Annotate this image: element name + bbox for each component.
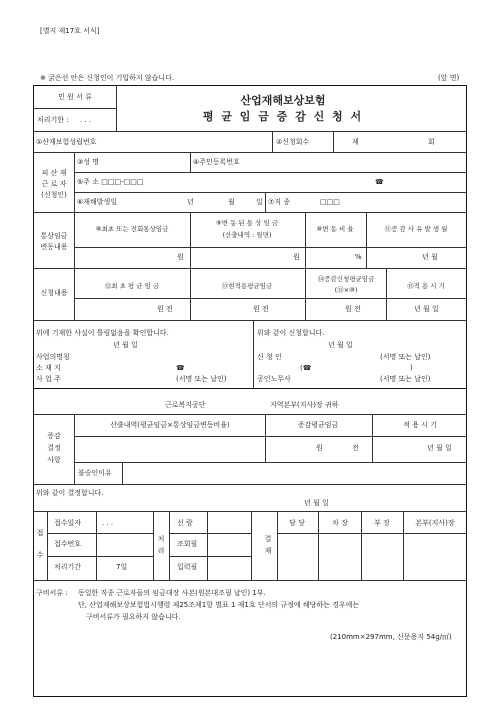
form-ref: [별지 제17호 서식] [40, 27, 100, 35]
accident-month: 월 [228, 198, 235, 206]
decided-text: 위와 같이 결정합니다. [36, 489, 104, 497]
owner-label: 사 업 주 [36, 375, 61, 383]
job-type-label: ⑦직 종 [268, 198, 291, 206]
accident-date-label: ⑥재해발생일 [77, 198, 118, 206]
col9-label-2: (산출내역 : 뒷면) [222, 231, 272, 239]
app-unit-ymd: 년 월 일 [414, 305, 439, 313]
sign-col-deputy: 차 장 [332, 519, 348, 527]
decision-unit-jeon: 전 [352, 444, 359, 452]
apply-count-je: 제 [352, 138, 359, 146]
page-side: (앞 면) [438, 74, 460, 82]
biz-name-label: 사업의명칭 [36, 353, 70, 361]
wage-unit-won2: 원 [293, 253, 300, 261]
title-line1: 산업재해보상보험 [240, 94, 326, 107]
col11-label: ⑪증 감 사 유 발 생 월 [384, 225, 448, 233]
worker-label-1: 피 산 재 [41, 169, 67, 177]
confirm-date: 년 월 일 [113, 341, 138, 349]
apply-text: 위와 같이 신청합니다. [257, 329, 325, 337]
col15-label: ⑮적 용 시 기 [407, 282, 445, 290]
owner-sign: (서명 또는 날인) [176, 375, 227, 383]
decision-label-1: 증감 [47, 432, 61, 440]
decided-date: 년 월 일 [304, 499, 329, 507]
receipt-col-a: 접 [36, 529, 44, 537]
agency-name: 근로복지공단 [165, 401, 206, 409]
docs-line2: 단, 산업재해보상보험법시행령 제25조제1항 별표 1 제1호 단서의 규정에 해당하는 경우에는 [78, 601, 360, 609]
applicant-sign: (서명 또는 날인) [380, 353, 431, 361]
agency-branch: 지역본부(지사)장 귀하 [270, 401, 339, 409]
app-unit-won3: 원 전 [345, 305, 361, 313]
approval-label-2: 재 [264, 547, 272, 555]
name-label: ③성 명 [77, 158, 100, 166]
wage-change-label-1: 통상임금 [40, 232, 68, 240]
app-unit-won1: 원 전 [157, 305, 173, 313]
sign-col-head: 본부(지사)장 [415, 519, 455, 527]
reject-reason-label: 불승인이유 [78, 469, 112, 477]
address-label: ⑤주 소 □□□-□□□ [77, 178, 144, 186]
docs-line1: 동일한 직종 근로자들의 임금대장 사본(원본대조필 날인) 1부. [78, 589, 266, 597]
attorney-sign: (서명 또는 날인) [380, 375, 431, 383]
decision-col-amount: 증감평균임금 [297, 421, 339, 429]
worker-label-3: (신청인) [41, 191, 67, 199]
applicant-label: 신 청 인 [257, 353, 282, 361]
entry-label: 입력필 [177, 563, 198, 571]
receipt-label: 민 원 서 류 [58, 93, 92, 101]
rrn-label: ④주민등록번호 [193, 158, 240, 166]
decision-col-calc: 산출내역(평균임금×통상임금변동비율) [110, 421, 230, 429]
apply-count-hoe: 회 [428, 138, 435, 146]
wage-unit-ym: 년 월 [422, 253, 438, 261]
apply-date: 년 월 일 [328, 341, 353, 349]
deadline-label: 처리기한 : [37, 116, 69, 124]
accident-year: 년 [187, 198, 194, 206]
deadline-dots: . . . [80, 116, 92, 124]
col13-label: ⑬현적용평균임금 [221, 282, 273, 290]
page-title: 평 균 임 금 증 감 신 청 서 [202, 110, 364, 123]
paper-size: (210mm×297mm, 신문용지 54g/㎡) [330, 633, 452, 641]
proc-label-2: 리 [157, 547, 165, 555]
applicant-phone-open: (☎ [300, 364, 312, 372]
col8-label: ⑧최초 또는 전회통상임금 [95, 225, 169, 233]
worker-label-2: 근 로 자 [41, 180, 67, 188]
header-note: ※ 굵은선 안은 신청인이 기입하지 않습니다. [40, 74, 175, 82]
wage-change-label-2: 변동내용 [40, 243, 68, 251]
wage-unit-won1: 원 [177, 253, 184, 261]
attorney-label: 공인노무사 [257, 375, 291, 383]
receipt-no-label: 접수번호 [54, 540, 82, 548]
decision-unit-ymd: 년 월 일 [427, 444, 452, 452]
location-phone-icon: ☎ [176, 364, 185, 372]
apply-count-label: ②신청회수 [276, 138, 310, 146]
location-label: 소 재 지 [36, 364, 61, 372]
col10-label: ⑩변 동 비 율 [316, 225, 354, 233]
decision-label-3: 사항 [47, 456, 61, 464]
docs-label: 구비서류 : [36, 589, 68, 597]
verify-label: 조회필 [177, 540, 198, 548]
receipt-date-dots: . . . [102, 519, 114, 527]
receipt-col-b: 수 [36, 551, 44, 559]
accident-day: 일 [256, 198, 263, 206]
col14-label-1: ⑭증감신청평균임금 [317, 275, 375, 283]
confirm-text: 위에 기재한 사실이 틀림없음을 확인합니다. [36, 329, 169, 337]
col12-label: ⑫최 초 평 균 임 금 [104, 282, 160, 290]
receipt-date-label: 접수일자 [54, 519, 82, 527]
job-boxes: □□□ [320, 198, 340, 206]
wage-unit-pct: % [355, 253, 362, 261]
workplace-no-label: ①산재보험성립번호 [36, 138, 97, 146]
application-label: 신청내용 [40, 289, 68, 297]
phone-icon: ☎ [375, 178, 384, 186]
applicant-phone-close: ) [410, 364, 413, 372]
approval-label-1: 결 [264, 535, 272, 543]
proc-label-1: 처 [157, 535, 165, 543]
col9-label-1: ⑨변 동 된 통 상 임 금 [215, 219, 279, 227]
period-label: 처리기간 [54, 563, 82, 571]
decision-col-apply: 적 용 시 기 [403, 421, 437, 429]
lookup-label: 선 람 [177, 519, 193, 527]
col14-label-2: (⑬×⑩) [334, 286, 358, 294]
app-unit-won2: 원 전 [253, 305, 269, 313]
sign-col-manager: 부 장 [374, 519, 390, 527]
docs-line3: 구비서류가 필요하지 않습니다. [86, 613, 181, 621]
decision-label-2: 결정 [47, 444, 61, 452]
sign-col-staff: 담 당 [289, 519, 305, 527]
decision-unit-won: 원 [316, 444, 323, 452]
period-value: 7일 [116, 563, 128, 571]
